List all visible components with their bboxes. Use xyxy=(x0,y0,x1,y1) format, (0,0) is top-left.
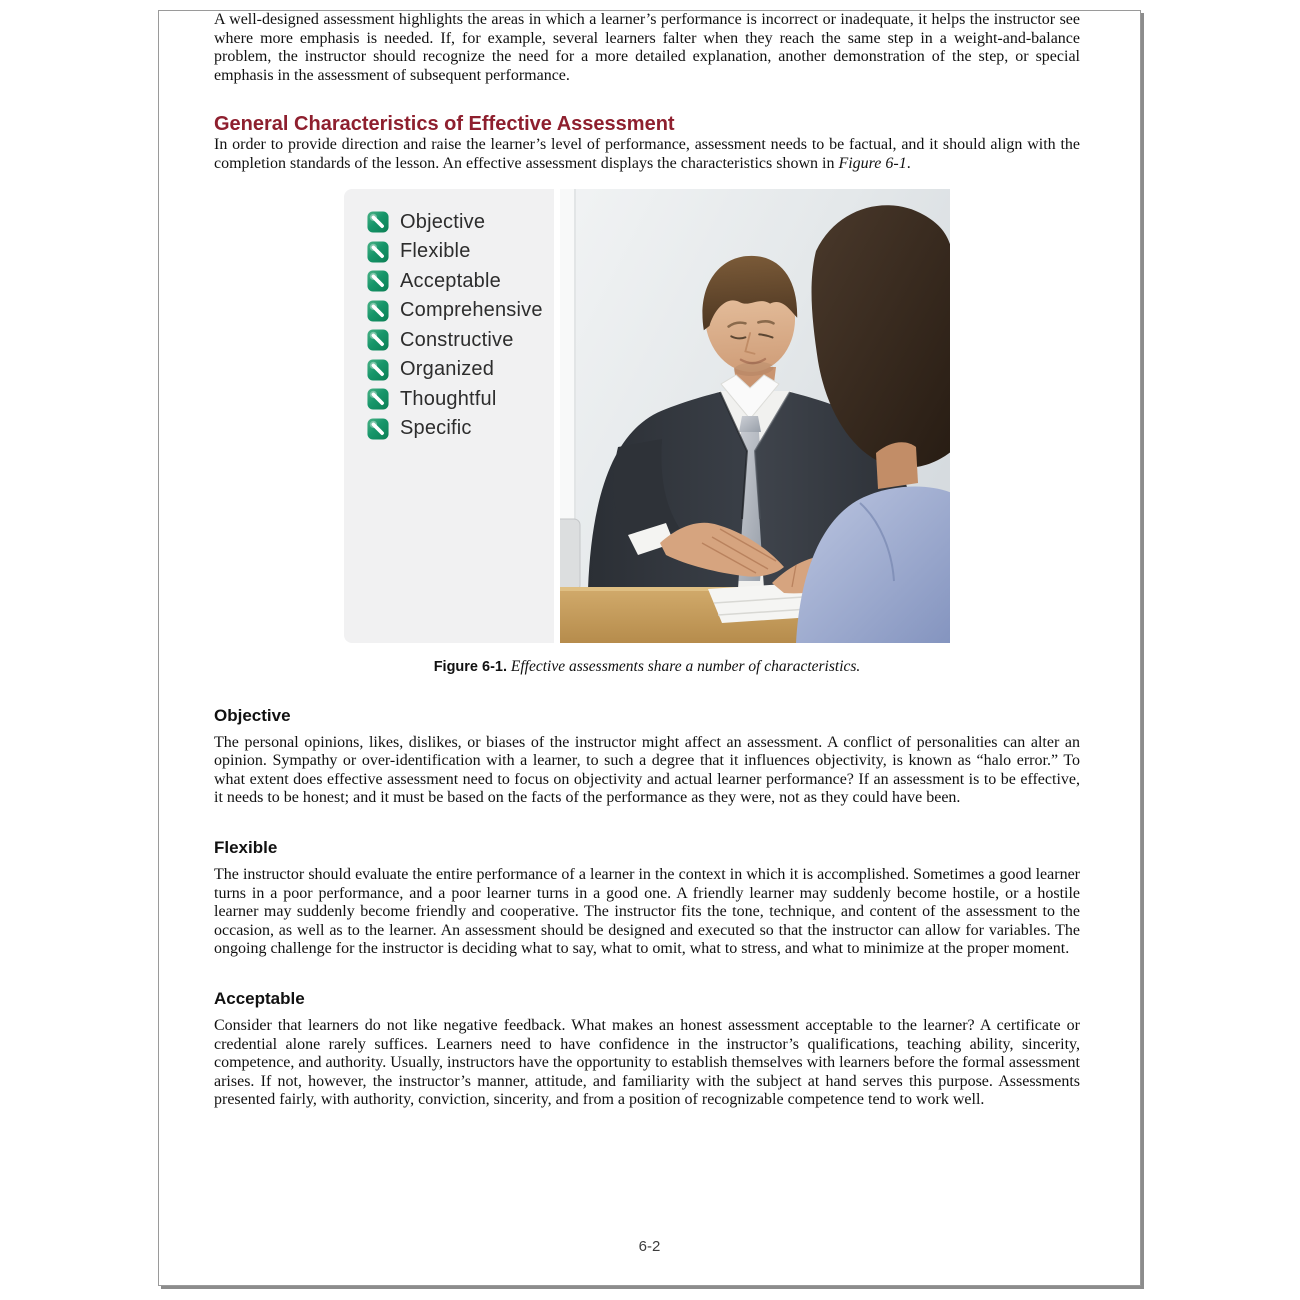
section-intro-paragraph xyxy=(214,136,1080,173)
figure-6-1 xyxy=(344,189,950,643)
section-intro-period: . xyxy=(906,154,911,172)
figure-list-label: Thoughtful xyxy=(400,387,497,410)
green-check-marker-icon xyxy=(367,211,389,233)
figure-list-label: Constructive xyxy=(400,328,514,351)
figure-list-item xyxy=(367,417,554,440)
figure-list-label: Specific xyxy=(400,417,472,440)
figure-list-panel xyxy=(344,189,554,643)
document-page xyxy=(158,10,1141,1286)
figure-list-item xyxy=(367,299,554,322)
page-number: 6-2 xyxy=(638,1238,661,1255)
section-intro-text: In order to provide direction and raise the learner’s level of performance, assessment needs to be factual, and it should align with the completion standards of the lesson. An effective assessment displays the characteristics shown in xyxy=(214,136,1080,172)
figure-list-item xyxy=(367,270,554,293)
figure-list-item xyxy=(367,329,554,352)
green-check-marker-icon xyxy=(367,418,389,440)
green-check-marker-icon xyxy=(367,270,389,292)
figure-list-item xyxy=(367,240,554,263)
figure-list-label: Comprehensive xyxy=(400,299,543,322)
subsection-heading-objective: Objective xyxy=(214,705,291,725)
page-content xyxy=(214,11,1080,1285)
subsection-heading-flexible: Flexible xyxy=(214,837,278,857)
figure-list-label: Flexible xyxy=(400,240,471,263)
subsection-body-objective: The personal opinions, likes, dislikes, or biases of the instructor might affect an assessment. A conflict of personalities can alter an opinion. Sympathy or over-identification with a learner, to such a degree that it influences objectivity, is known as “halo error.” To what extent does effective assessment need to focus on objectivity and actual learner performance? If an assessment is to be effective, it needs to be honest; and it must be based on the facts of the performance as they were, not as they could have been. xyxy=(214,733,1080,807)
figure-list-label: Acceptable xyxy=(400,269,501,292)
subsection-body-flexible: The instructor should evaluate the entire performance of a learner in the context in which it is accomplished. Sometimes a good learner turns in a poor performance, and a poor learner turns in a good one. A friendly learner may suddenly become hostile, or a hostile learner may suddenly become friendly and cooperative. The instructor fits the tone, technique, and content of the assessment to the occasion, as well as to the learner. An assessment should be designed and executed so that the instructor can allow for variables. The ongoing challenge for the instructor is deciding what to say, what to omit, what to stress, and what to minimize at the proper moment. xyxy=(214,865,1080,958)
green-check-marker-icon xyxy=(367,241,389,263)
figure-list-item xyxy=(367,358,554,381)
figure-caption xyxy=(214,658,1080,676)
green-check-marker-icon xyxy=(367,388,389,410)
figure-photo xyxy=(560,189,950,643)
subsection-heading-acceptable: Acceptable xyxy=(214,988,305,1008)
meeting-photo-illustration xyxy=(560,189,950,643)
intro-paragraph: A well-designed assessment highlights the areas in which a learner’s performance is incorrect or inadequate, it helps the instructor see where more emphasis is needed. If, for example, several learners falter when they reach the same step in a weight-and-balance problem, the instructor should recognize the need for a more detailed explanation, another demonstration of the step, or special emphasis in the assessment of subsequent performance. xyxy=(214,11,1080,84)
figure-reference: Figure 6-1 xyxy=(838,154,907,172)
figure-list-label: Objective xyxy=(400,210,486,233)
figure-caption-text: Effective assessments share a number of characteristics. xyxy=(507,657,861,675)
green-check-marker-icon xyxy=(367,300,389,322)
green-check-marker-icon xyxy=(367,359,389,381)
section-heading: General Characteristics of Effective Assessment xyxy=(214,113,675,136)
figure-list-label: Organized xyxy=(400,358,495,381)
figure-list-item xyxy=(367,211,554,234)
figure-list-item xyxy=(367,388,554,411)
subsection-body-acceptable: Consider that learners do not like negative feedback. What makes an honest assessment acceptable to the learner? A certificate or credential alone rarely suffices. Learners need to have confidence in the instructor’s qualifications, teaching ability, sincerity, competence, and authority. Usually, instructors have the opportunity to establish themselves with learners before the formal assessment arises. If not, however, the instructor’s manner, attitude, and familiarity with the subject at hand serves this purpose. Assessments presented fairly, with authority, conviction, sincerity, and from a position of recognizable competence tend to work well. xyxy=(214,1016,1080,1109)
green-check-marker-icon xyxy=(367,329,389,351)
figure-caption-label: Figure 6-1. xyxy=(433,658,508,675)
